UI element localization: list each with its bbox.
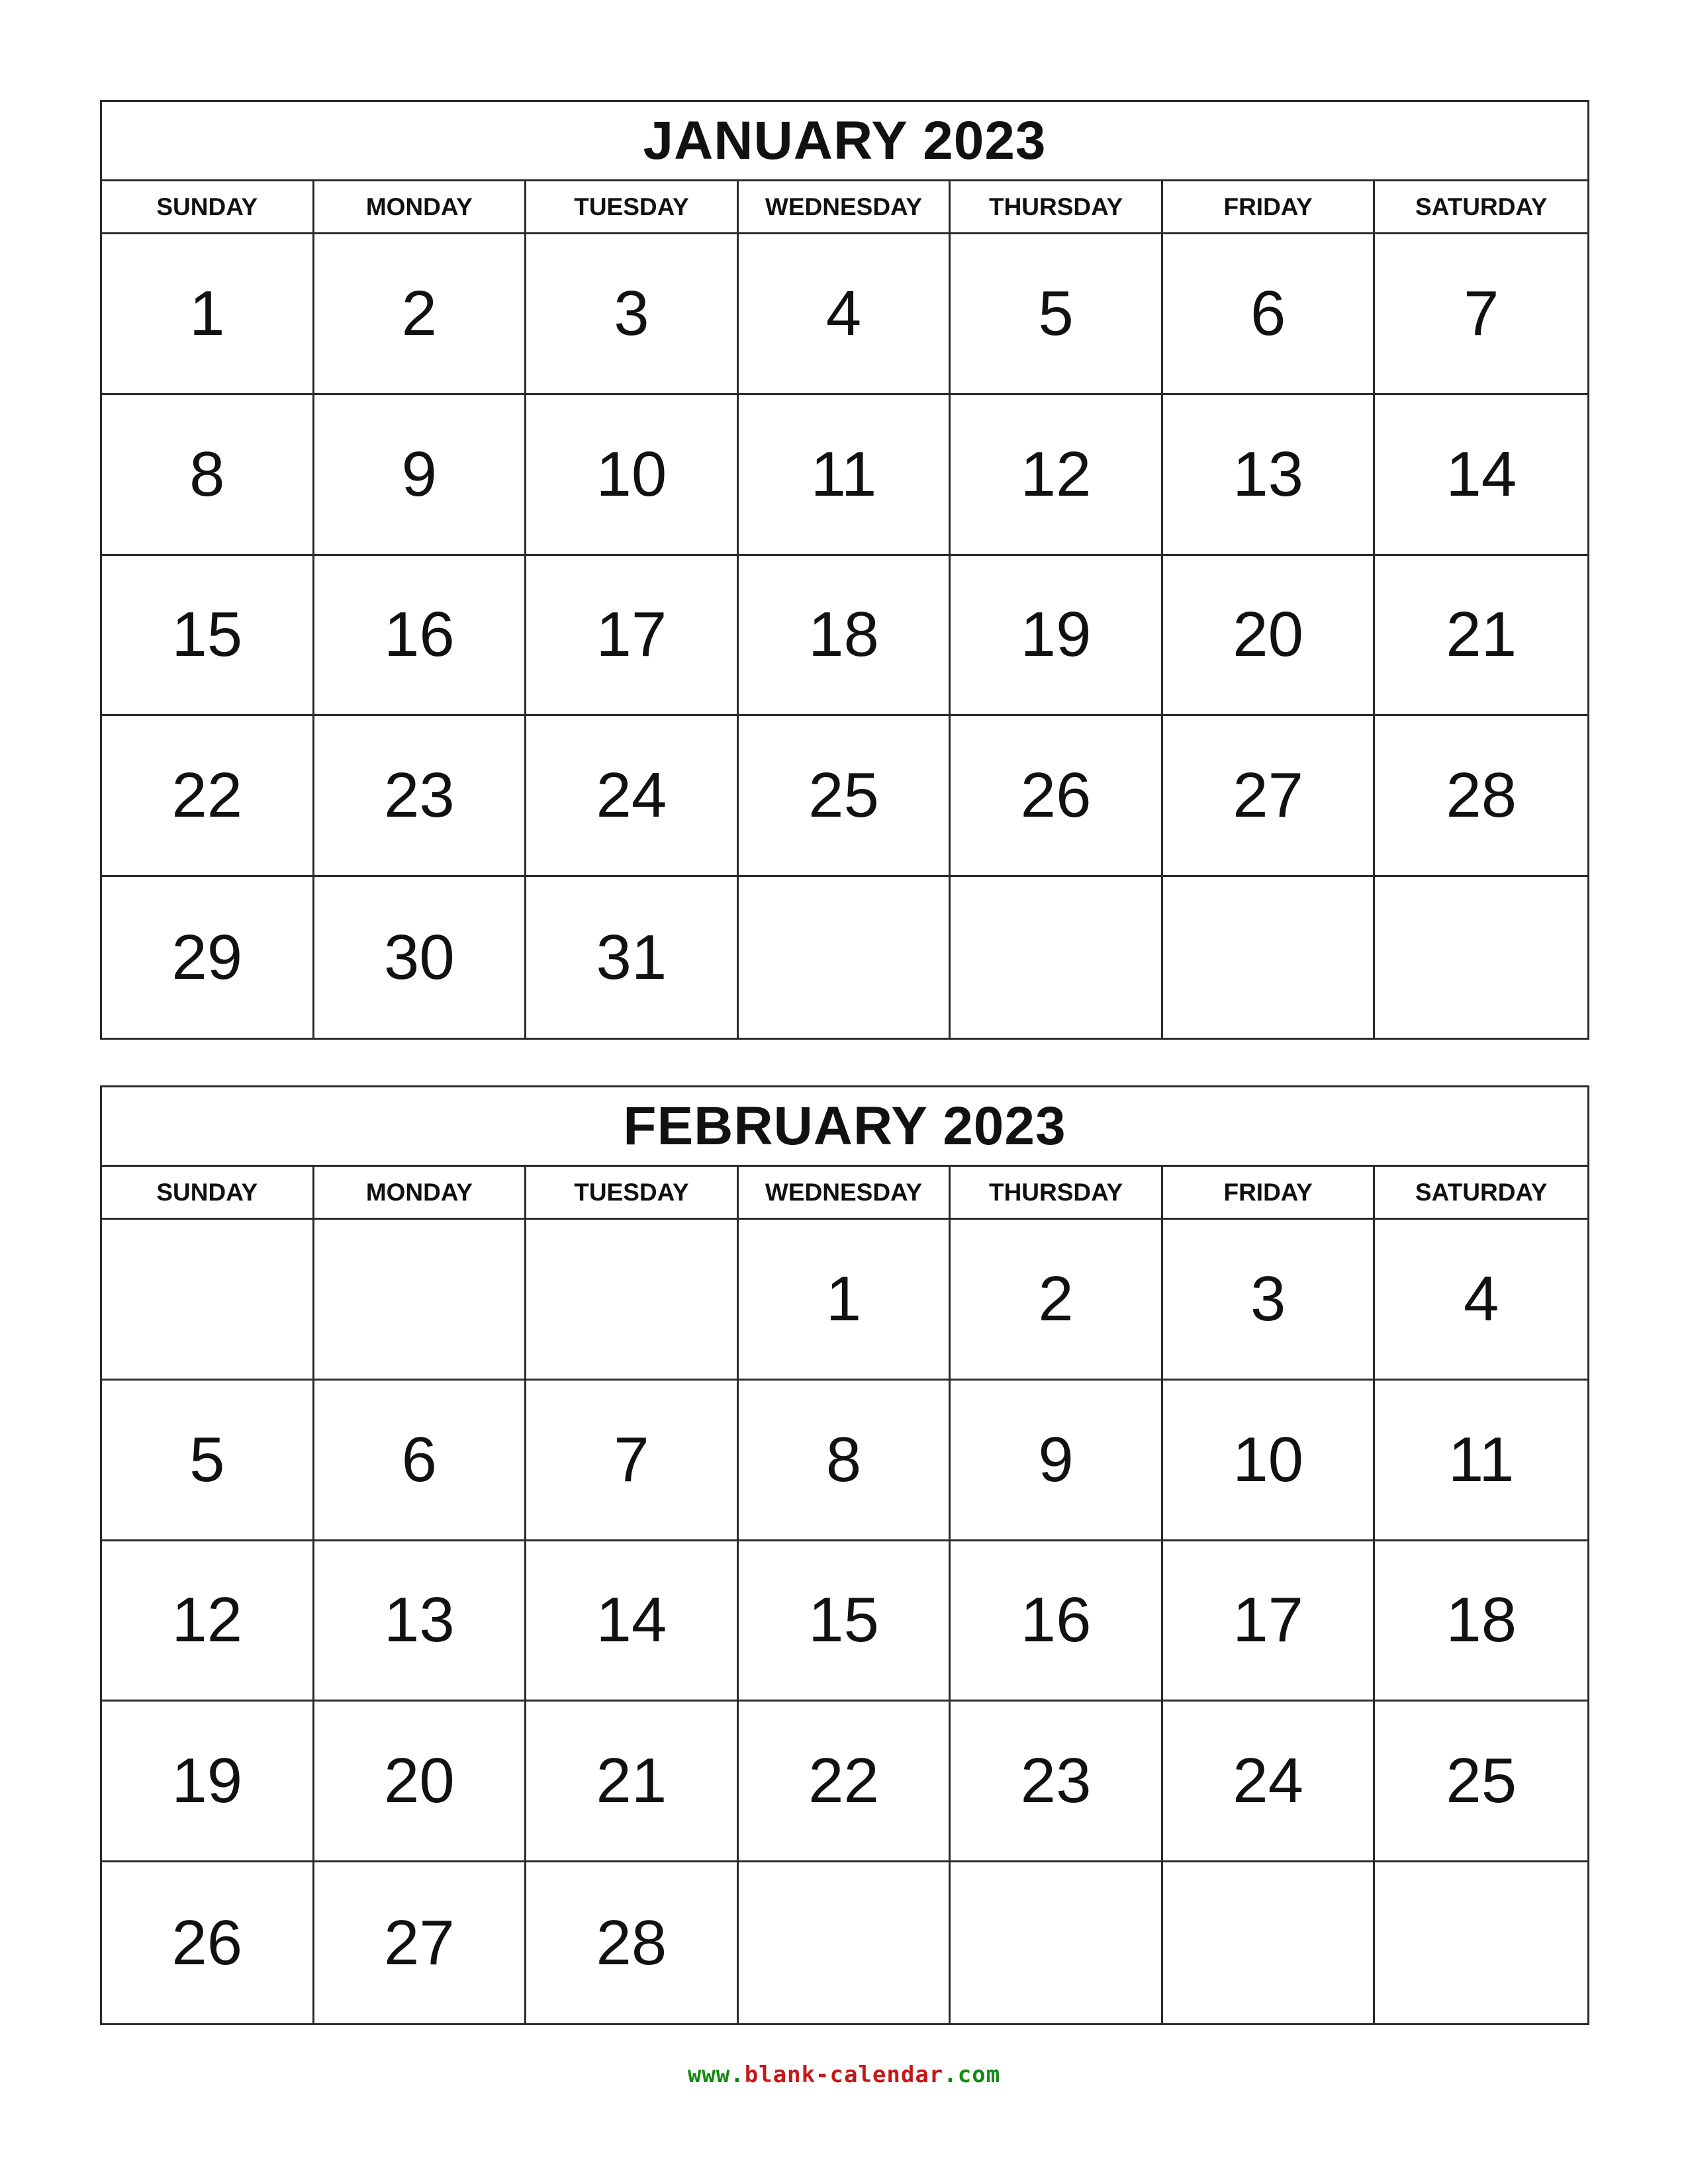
- footer-site-name: blank-calendar: [744, 2062, 944, 2088]
- day-cell: 8: [102, 395, 314, 556]
- day-cell: 21: [1375, 556, 1587, 717]
- day-cell: 31: [526, 877, 739, 1038]
- day-cell: 14: [526, 1541, 739, 1702]
- website-footer[interactable]: [0, 2062, 1688, 2088]
- day-cell: 5: [102, 1381, 314, 1541]
- day-cell: 1: [102, 234, 314, 395]
- footer-prefix: www.: [687, 2062, 745, 2088]
- day-cell: 22: [102, 716, 314, 877]
- day-cell: 23: [314, 716, 527, 877]
- day-cell: 13: [314, 1541, 527, 1702]
- day-cell: [1375, 1862, 1587, 2023]
- weekday-header: SATURDAY: [1375, 1167, 1587, 1220]
- day-cell: 20: [314, 1702, 527, 1862]
- day-cell: 17: [1163, 1541, 1376, 1702]
- day-cell: 19: [951, 556, 1163, 717]
- day-cell: 12: [102, 1541, 314, 1702]
- day-cell: [102, 1220, 314, 1381]
- day-cell: 16: [314, 556, 527, 717]
- day-cell: 2: [951, 1220, 1163, 1381]
- weekday-header: MONDAY: [314, 1167, 527, 1220]
- day-cell: 25: [1375, 1702, 1587, 1862]
- day-cell: 24: [1163, 1702, 1376, 1862]
- day-cell: 15: [102, 556, 314, 717]
- footer-suffix: .com: [943, 2062, 1001, 2088]
- weekday-header: WEDNESDAY: [739, 181, 951, 234]
- day-cell: 3: [1163, 1220, 1376, 1381]
- day-cell: 7: [1375, 234, 1587, 395]
- day-cell: 27: [1163, 716, 1376, 877]
- day-cell: 15: [739, 1541, 951, 1702]
- weekday-header: THURSDAY: [951, 181, 1163, 234]
- day-cell: [1163, 1862, 1376, 2023]
- weekday-header: WEDNESDAY: [739, 1167, 951, 1220]
- weekday-header: THURSDAY: [951, 1167, 1163, 1220]
- weekday-header: FRIDAY: [1163, 1167, 1376, 1220]
- day-cell: 6: [1163, 234, 1376, 395]
- day-cell: [314, 1220, 527, 1381]
- day-cell: 1: [739, 1220, 951, 1381]
- day-cell: 4: [1375, 1220, 1587, 1381]
- day-cell: 2: [314, 234, 527, 395]
- day-cell: 11: [1375, 1381, 1587, 1541]
- day-cell: 14: [1375, 395, 1587, 556]
- day-cell: 22: [739, 1702, 951, 1862]
- weekday-header: FRIDAY: [1163, 181, 1376, 234]
- day-cell: 9: [951, 1381, 1163, 1541]
- day-cell: 17: [526, 556, 739, 717]
- month-title: FEBRUARY 2023: [102, 1087, 1587, 1167]
- day-cell: 26: [951, 716, 1163, 877]
- day-cell: [951, 1862, 1163, 2023]
- day-cell: 21: [526, 1702, 739, 1862]
- day-cell: 12: [951, 395, 1163, 556]
- day-cell: 9: [314, 395, 527, 556]
- day-cell: 13: [1163, 395, 1376, 556]
- day-cell: [739, 877, 951, 1038]
- day-cell: 28: [526, 1862, 739, 2023]
- day-cell: 8: [739, 1381, 951, 1541]
- day-cell: 18: [1375, 1541, 1587, 1702]
- day-cell: [1163, 877, 1376, 1038]
- weekday-header: TUESDAY: [526, 181, 739, 234]
- day-cell: 26: [102, 1862, 314, 2023]
- day-cell: 4: [739, 234, 951, 395]
- day-cell: 10: [526, 395, 739, 556]
- day-cell: [951, 877, 1163, 1038]
- day-cell: 7: [526, 1381, 739, 1541]
- day-cell: 20: [1163, 556, 1376, 717]
- day-cell: 10: [1163, 1381, 1376, 1541]
- day-cell: [1375, 877, 1587, 1038]
- weekday-header: SATURDAY: [1375, 181, 1587, 234]
- day-cell: 30: [314, 877, 527, 1038]
- day-cell: 23: [951, 1702, 1163, 1862]
- day-cell: 11: [739, 395, 951, 556]
- day-cell: 25: [739, 716, 951, 877]
- day-cell: 16: [951, 1541, 1163, 1702]
- day-cell: 3: [526, 234, 739, 395]
- weekday-header: MONDAY: [314, 181, 527, 234]
- day-cell: 28: [1375, 716, 1587, 877]
- calendar-month-january: [100, 100, 1589, 1040]
- month-title: JANUARY 2023: [102, 102, 1587, 181]
- day-cell: [526, 1220, 739, 1381]
- day-cell: 5: [951, 234, 1163, 395]
- calendar-month-february: [100, 1085, 1589, 2025]
- day-cell: 29: [102, 877, 314, 1038]
- weekday-header: SUNDAY: [102, 1167, 314, 1220]
- day-cell: 24: [526, 716, 739, 877]
- day-cell: 27: [314, 1862, 527, 2023]
- day-cell: 18: [739, 556, 951, 717]
- weekday-header: SUNDAY: [102, 181, 314, 234]
- day-cell: 19: [102, 1702, 314, 1862]
- weekday-header: TUESDAY: [526, 1167, 739, 1220]
- day-cell: 6: [314, 1381, 527, 1541]
- day-cell: [739, 1862, 951, 2023]
